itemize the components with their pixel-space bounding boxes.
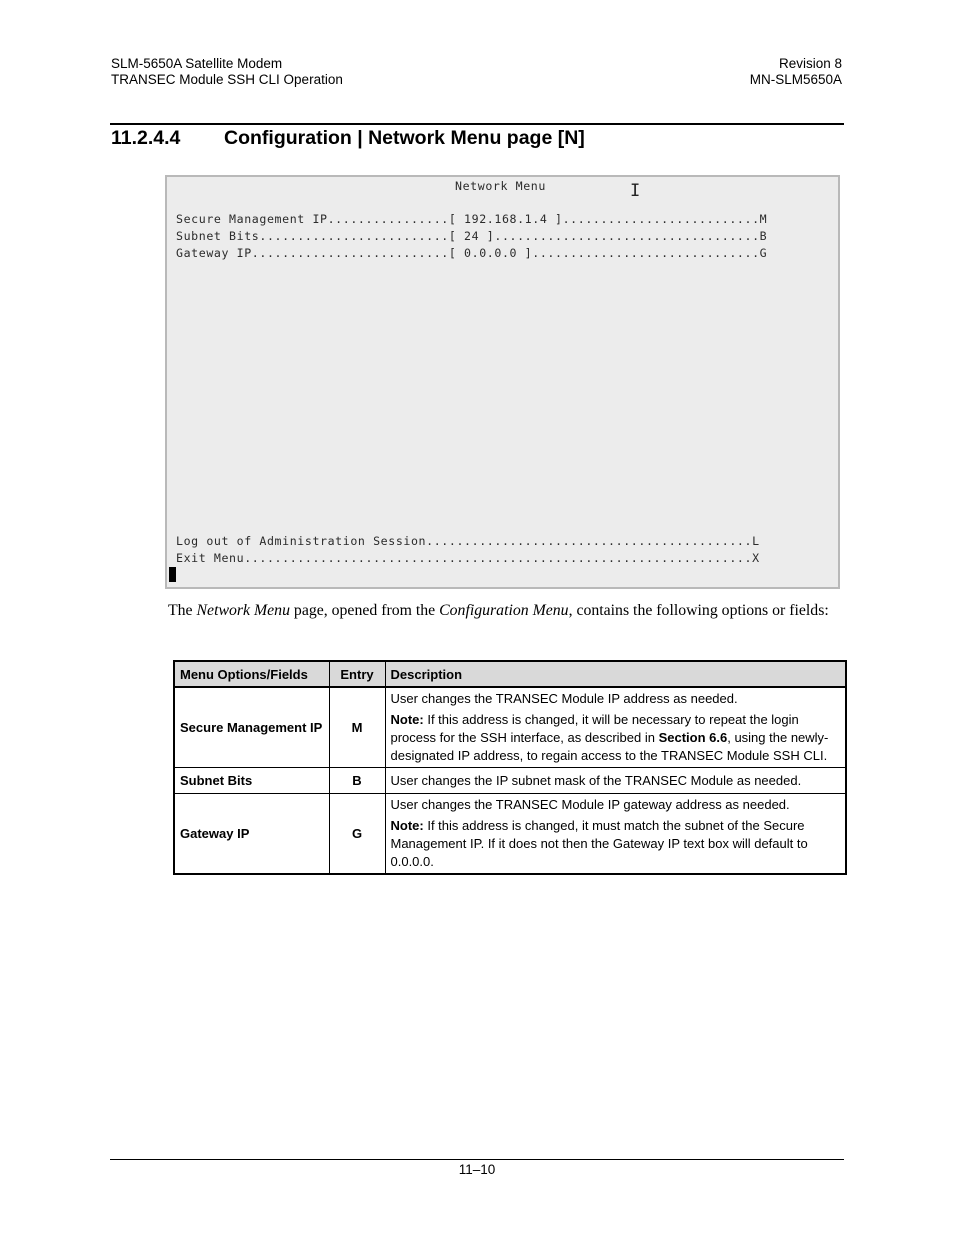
text-cursor-icon: I [630, 181, 641, 201]
table-row [174, 687, 846, 768]
column-header-entry: Entry [329, 661, 385, 687]
intro-text-1: The [168, 602, 197, 619]
table-row [174, 794, 846, 875]
header-product: SLM-5650A Satellite Modem [111, 56, 283, 71]
description-text: User changes the TRANSEC Module IP gateway address as needed. [390, 797, 790, 812]
option-name: Secure Management IP [174, 687, 329, 768]
option-description [385, 687, 846, 768]
terminal-line-secure-management-ip: Secure Management IP................[ 192.168.1.4 ]..........................M [176, 212, 768, 226]
description-text: User changes the TRANSEC Module IP address as needed. [390, 691, 738, 706]
header-left [111, 56, 343, 88]
note-label: Note: [390, 712, 424, 727]
option-name: Subnet Bits [174, 768, 329, 794]
header-revision: Revision 8 [778, 56, 842, 71]
terminal-line-subnet-bits: Subnet Bits.........................[ 24 ]...................................B [176, 229, 768, 243]
section-number: 11.2.4.4 [111, 127, 181, 149]
terminal-title: Network Menu [455, 179, 546, 193]
table-header-row [174, 661, 846, 687]
column-header-description: Description [385, 661, 846, 687]
terminal-line-exit-menu: Exit Menu...................................................................X [176, 551, 760, 565]
note-section-ref: Section 6.6 [658, 730, 728, 745]
note-text-b: , using the newly-designated IP address, to regain access to the TRANSEC Module SSH CLI. [390, 730, 829, 763]
section-title: Configuration | Network Menu page [N] [224, 127, 585, 149]
terminal-line-log-out: Log out of Administration Session...........................................L [176, 534, 760, 548]
description-text: User changes the IP subnet mask of the TRANSEC Module as needed. [390, 772, 802, 788]
note-label: Note: [390, 818, 424, 833]
terminal-cursor [169, 567, 176, 582]
menu-options-table [173, 660, 847, 875]
option-entry: B [329, 768, 385, 794]
intro-text-2: page, opened from the [289, 602, 440, 619]
footer-divider [110, 1159, 844, 1160]
terminal-screenshot [165, 175, 840, 589]
option-description [385, 794, 846, 875]
header-chapter: TRANSEC Module SSH CLI Operation [111, 72, 343, 87]
header-right [750, 56, 842, 88]
option-description [385, 768, 846, 794]
column-header-options: Menu Options/Fields [174, 661, 329, 687]
option-name: Gateway IP [174, 794, 329, 875]
intro-text-3: , contains the following options or fields: [568, 602, 829, 619]
header-divider [110, 123, 844, 125]
intro-paragraph [168, 601, 840, 620]
terminal-line-gateway-ip: Gateway IP..........................[ 0.0.0.0 ]..............................G [176, 246, 768, 260]
note-text-a: If this address is changed, it must match the subnet of the Secure Management IP. If it does not then the Gateway IP text box will default to 0.0.0.0. [390, 818, 808, 869]
table-row [174, 768, 846, 794]
intro-emphasis-configuration-menu: Configuration Menu [439, 602, 569, 619]
option-entry: M [329, 687, 385, 768]
header-manual-number: MN-SLM5650A [749, 72, 842, 87]
intro-emphasis-network-menu: Network Menu [196, 602, 290, 619]
page-number: 11–10 [458, 1162, 496, 1177]
option-entry: G [329, 794, 385, 875]
description-note [391, 711, 841, 765]
description-note [391, 817, 841, 871]
note-text-a: If this address is changed, it will be necessary to repeat the login process for the SSH interface, as described in [390, 712, 799, 745]
section-heading [111, 127, 585, 150]
